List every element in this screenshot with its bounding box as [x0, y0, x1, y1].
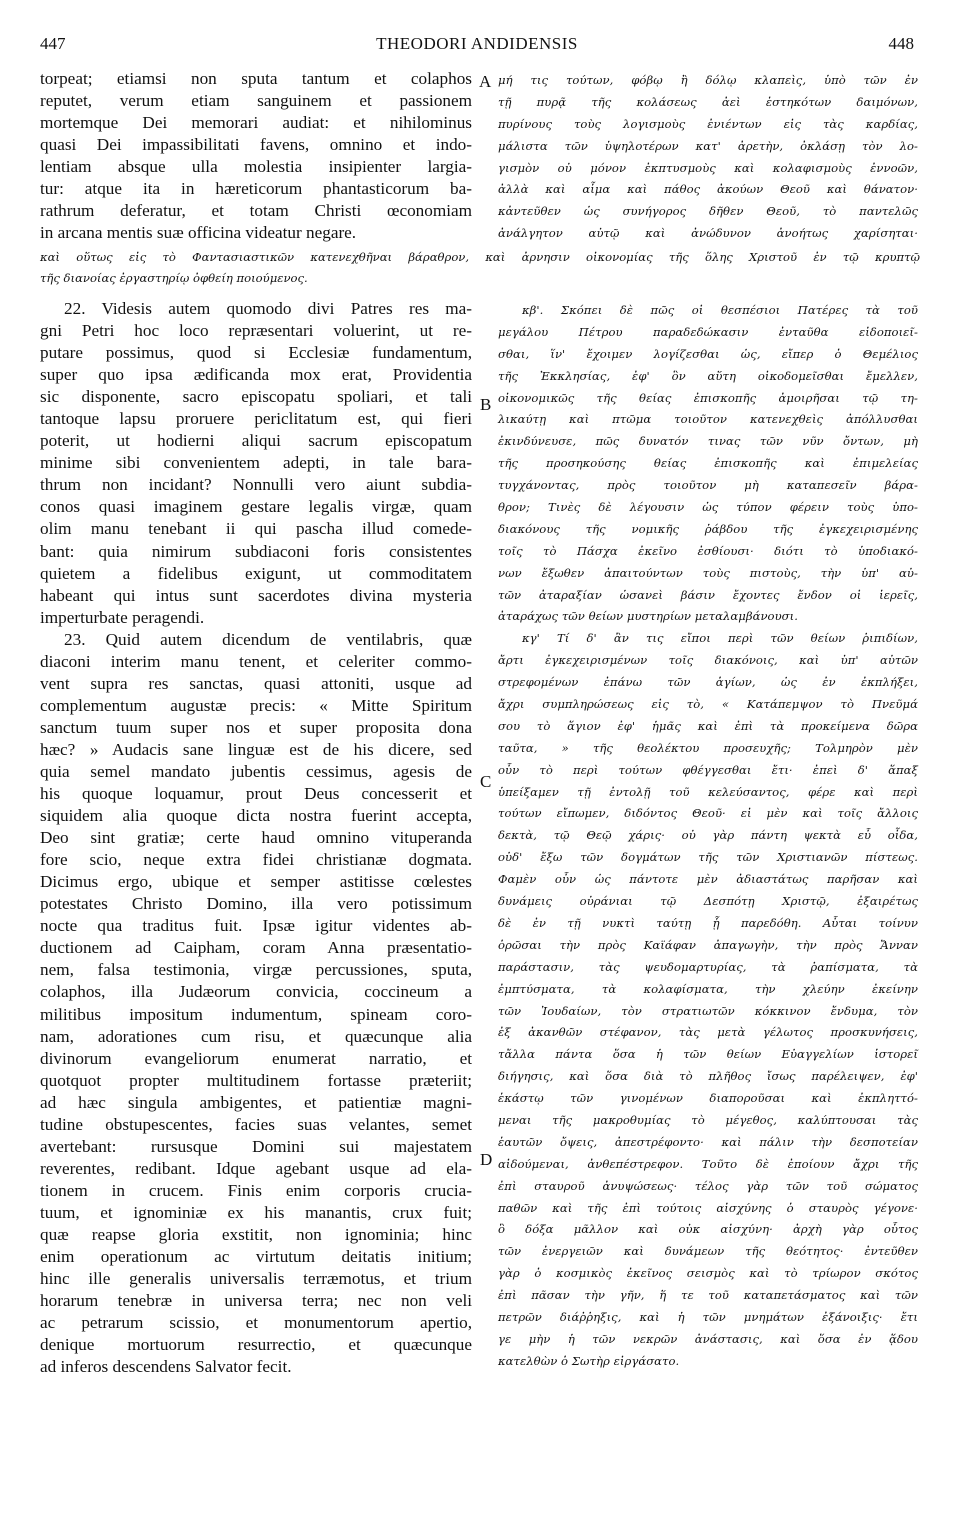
latin-text-line: tudine obstupescentes, facies suas velantes, semet	[40, 1114, 472, 1134]
latin-text-line: nocte qua traditus fuit. Ipsæ igitur videntes ab-	[40, 916, 472, 936]
greek-text-line: ἐκινδύνευσε, πῶς δυνατόν τινας τῶν νῦν ὄντων, μὴ	[498, 434, 918, 449]
latin-text-line: diaconi interim manu tenent, et celeriter commo-	[40, 651, 472, 671]
latin-column-main	[40, 298, 472, 1378]
latin-text-line: Dicimus ergo, ubique et semper astitisse cœlestes	[40, 872, 472, 892]
latin-text-line: denique mortuorum resurrectio, et quæcunque	[40, 1335, 472, 1355]
margin-letter-c: C	[480, 772, 492, 791]
margin-letter-a: A	[479, 72, 492, 91]
greek-text-line: τυγχάνοντας, πρὸς τοιοῦτον μὴ καταπεσεῖν βάρα-	[498, 478, 918, 493]
latin-text-line: minime sibi convenientem adepti, in tale bara-	[40, 453, 472, 473]
greek-text-line: ἐμπτύσματα, τὰ κολαφίσματα, τὴν χλεύην ἐκείνην	[498, 981, 918, 996]
latin-text-line: potestates Christo Domino, illa vero potissimum	[40, 894, 472, 914]
latin-text-line: Deo sint gratiæ; certe haud omnino vituperanda	[40, 828, 472, 848]
greek-text-line: κατελθὼν ὁ Σωτὴρ εἰργάσατο.	[498, 1353, 680, 1368]
latin-text-line: avertebant: rursusque Domini sui majestatem	[40, 1136, 472, 1156]
latin-text-line: sic disponente, sacro episcopatu spoliari, et tali	[40, 387, 472, 407]
greek-text-line: ὑπείξαμεν τῇ ἐντολῇ τοῦ κελεύσαντος, φέρε καὶ περὶ	[498, 784, 918, 799]
latin-text-line: tionem in crucem. Finis enim corporis crucia-	[40, 1180, 472, 1200]
latin-column-top	[40, 68, 472, 244]
greek-column-top	[498, 70, 918, 245]
greek-text-line: πυρίνους τοὺς λογισμοὺς ἐνιέντων εἰς τὰς καρδίας,	[498, 116, 918, 131]
greek-text-line: τῆς Ἐκκλησίας, ἐφ' ὃν αὕτη οἰκοδομεῖσθαι ἔμελλεν,	[498, 368, 918, 383]
latin-text-line: imperturbate peragendi.	[40, 607, 205, 627]
greek-text-line: μεναι τῆς μακροθυμίας τὸ μέγεθος, καλύπτουσαι τὰς	[498, 1112, 918, 1127]
latin-text-line: ac petrarum scissio, et monumentorum apertio,	[40, 1313, 472, 1333]
greek-text-line: ἀλλὰ καὶ αἷμα καὶ πάθος ἀκούων Θεοῦ καὶ θάνατον·	[498, 182, 918, 197]
greek-text-line: κἀντεῦθεν ὡς συνήγορος δῆθεν Θεοῦ, τὸ παντελῶς	[498, 204, 918, 219]
running-header	[0, 34, 954, 58]
greek-text-line: τῶν ἐνεργειῶν καὶ δυνάμεων τῆς θεότητος· ἐντεῦθεν	[498, 1244, 918, 1259]
latin-text-line: colaphos, illa Judæorum convicia, coccineum a	[40, 982, 472, 1002]
left-page-number: 447	[40, 34, 66, 53]
latin-text-line: olim manu tenebant ii qui pascha illud comede-	[40, 519, 472, 539]
greek-text-line: μάλιστα τῶν ὑψηλοτέρων κατ' ἀρετὴν, ὀκλάσῃ τὸν λο-	[498, 138, 918, 153]
greek-text-line: διακόνους τῆς νομικῆς ῥάβδου τῆς ἐγκεχειρισμένης	[498, 521, 918, 536]
latin-text-line: quæ reapse gloria exstitit, non ignominia; hinc	[40, 1224, 472, 1244]
latin-text-line: siquidem alia quoque dicta nostra fuerint accepta,	[40, 806, 472, 826]
greek-text-line: παθῶν καὶ τῆς ἐπὶ τούτοις αἰσχύνης ὁ σταυρὸς γέγονε·	[498, 1200, 918, 1215]
greek-text-line: μή τις τούτων, φόβῳ ἢ δόλῳ κλαπεὶς, ὑπὸ τῶν ἐν	[498, 73, 918, 87]
latin-text-line: ductionem ad Caipham, coram Anna præsentatio-	[40, 938, 472, 958]
latin-text-line: nam, adorationes cum risu, et quæcunque alia	[40, 1026, 472, 1046]
greek-text-line: γισμὸν οὐ μόνον ἐκπτυσμοὺς καὶ κολαφισμοὺς ἐννοῶν,	[498, 160, 918, 175]
greek-text-line: τῆς διανοίας ἐργαστηρίῳ ὀφθείη ποιούμενος.	[40, 271, 308, 285]
greek-full-width-passage	[40, 247, 920, 289]
latin-text-line: quia semel mandato jubentis cessimus, agesis de	[40, 761, 472, 781]
greek-text-line: ἀνάλγητον αὐτῷ καὶ ἀνώδυνον ἀνοήτως χαρίσηται·	[498, 226, 918, 241]
latin-text-line: divinorum evangeliorum enumerat narratio, et	[40, 1048, 472, 1068]
greek-text-line: αἰδούμεναι, ἀνθεπέστρεφον. Τοῦτο δὲ ἐποίουν ἄχρι τῆς	[498, 1156, 918, 1171]
latin-text-line: fore scio, neque extra fidei christianæ dogmata.	[40, 850, 472, 870]
latin-text-line: torpeat; etiamsi non sputa tantum et colaphos	[40, 69, 472, 88]
greek-text-line: λικαύτῃ καὶ πτῶμα τοιοῦτον κατενεχθεὶς ἀπόλλυσθαι	[498, 412, 918, 427]
latin-text-line: quasi Dei impassibilitati favens, omnino et indo-	[40, 135, 472, 155]
latin-text-line: reputet, verum etiam sanguinem et passionem	[40, 91, 472, 111]
latin-text-line: super quo ipsa ædificanda mox erat, Providentia	[40, 365, 472, 385]
greek-text-line: στρεφομένων ἐπάνω τῶν ἁγίων, ὡς ἐν ἐκπλήξει,	[498, 675, 918, 690]
greek-text-line: τῶν Ἰουδαίων, τὸν στρατιωτῶν κόκκινον ἔνδυμα, τὸν	[498, 1003, 918, 1018]
greek-text-line: ὃ δόξα μᾶλλον καὶ οὐκ αἰσχύνη· ἀρχὴ γὰρ οὗτος	[498, 1222, 918, 1237]
latin-text-line: gni Petri hoc loco repræsentari voluerint, ut re-	[40, 321, 472, 341]
greek-text-line: θρον; Τινὲς δὲ λέγουσιν ὡς τύπον φέρειν τοὺς ὑπο-	[498, 500, 918, 515]
greek-text-line: ἐπὶ σταυροῦ ἀνυψώσεως· τέλος γὰρ τῶν τοῦ σώματος	[498, 1178, 918, 1193]
latin-text-line: ad hæc singula ambigentes, et patientiæ magni-	[40, 1092, 472, 1112]
greek-text-line: τοῖς τὸ Πάσχα ἐκεῖνο ἐσθίουσι· διότι τὸ ὑποδιακό-	[498, 543, 918, 558]
latin-text-line: putare possimus, quod si Ecclesiæ fundamentum,	[40, 343, 472, 363]
latin-text-line: tuum, et ignominiæ ex his manantis, crux fuit;	[40, 1202, 472, 1222]
greek-text-line: ἑκάστῳ τῶν γινομένων διαποροῦσαι καὶ ἐκπληττό-	[498, 1091, 918, 1106]
greek-text-line: οὐδ' ἔξω τῶν δογμάτων τῆς τῶν Χριστιανῶν πίστεως.	[498, 850, 918, 865]
latin-text-line: habeant qui intus sunt sacerdotes divina mysteria	[40, 585, 472, 605]
greek-text-line: καὶ οὕτως εἰς τὸ Φαντασιαστικῶν κατενεχθῆναι βάραθρον, καὶ ἀρνησιν οἰκονομίας τῆς ὅλης Χριστοῦ ἐν τῷ κρυπτῷ	[40, 250, 920, 264]
greek-text-line: γὰρ ὁ κοσμικὸς ἐκεῖνος σεισμὸς καὶ τὸ τρίωρον σκότος	[498, 1266, 918, 1281]
greek-text-line: πετρῶν διάῤῥηξις, καὶ ἡ τῶν μνημάτων ἐξάνοιξις· ἔτι	[498, 1309, 918, 1324]
greek-text-line: σθαι, ἵν' ἔχοιμεν λογίζεσθαι ὡς, εἴπερ ὁ Θεμέλιος	[498, 346, 918, 361]
latin-text-line: 22. Videsis autem quomodo divi Patres res ma-	[64, 299, 472, 318]
latin-text-line: 23. Quid autem dicendum de ventilabris, quæ	[64, 629, 472, 649]
greek-text-line: τούτων εἴπωμεν, διδόντος Θεοῦ· εἰ μὲν καὶ τοῖς ἄλλοις	[498, 806, 918, 821]
greek-text-line: ἄρτι ἐγκεχειρισμένων τοῖς διακόνοις, καὶ ὑπ' αὐτῶν	[498, 653, 918, 668]
latin-text-line: sanctum tuum super nos et super proposita dona	[40, 717, 472, 737]
greek-text-line: ἐξ ἀκανθῶν στέφανον, τὰς μετὰ γέλωτος προσκυνήσεις,	[498, 1025, 918, 1040]
greek-text-line: ὁρῶσαι τὴν πρὸς Καϊάφαν ἀπαγωγὴν, τὴν πρὸς Ἄνναν	[498, 937, 918, 952]
latin-text-line: bant: quia nimirum subdiaconi foris consistentes	[40, 541, 472, 561]
latin-text-line: hinc ille generalis universalis terræmotus, et trium	[40, 1269, 472, 1289]
greek-text-line: ἑαυτῶν ὄψεις, ἀπεστρέφοντο· καὶ πάλιν τὴν δεσποτείαν	[498, 1134, 918, 1149]
greek-text-line: τἄλλα πάντα ὅσα ἡ τῶν θείων Εὐαγγελίων ἱστορεῖ	[498, 1047, 918, 1062]
latin-text-line: ad inferos descendens Salvator fecit.	[40, 1357, 292, 1377]
greek-text-line: τῶν ἀταραξίαν ὡσανεὶ βάσιν ἔχοντες ἔνδον οἱ ἱερεῖς,	[498, 587, 918, 602]
latin-text-line: tantoque lapsu proruere periclitatum est, qui fieri	[40, 409, 472, 429]
greek-text-line: δυνάμεις οὐράνιαι τῷ Δεσπότῃ Χριστῷ, ἐξαιρέτως	[498, 894, 918, 909]
margin-letter-b: B	[480, 395, 492, 414]
greek-text-line: νων ἔξωθεν ἀπαιτούντων τοὺς πιστοὺς, τὴν ὑπ' αὐ-	[498, 565, 918, 580]
latin-text-line: rathrum deferatur, et totam Christi œconomiam	[40, 201, 472, 221]
greek-text-line: γε μὴν ἡ τῶν νεκρῶν ἀνάστασις, καὶ ὅσα ἐν ᾅδου	[498, 1331, 918, 1346]
latin-text-line: tur: atque ita in hæreticorum phantasticorum ba-	[40, 179, 472, 199]
greek-text-line: παράστασιν, τὰς ψευδομαρτυρίας, τὰ ῥαπίσματα, τὰ	[498, 959, 918, 974]
latin-text-line: quietem a fidelibus exigunt, ut commoditatem	[40, 563, 472, 583]
latin-text-line: complementum augustæ precis: « Mitte Spiritum	[40, 695, 472, 715]
latin-text-line: mortemque Dei memorari audiat: et nihilominus	[40, 113, 472, 133]
greek-text-line: μεγάλου Πέτρου παραδεδώκασιν ἐνταῦθα εἰδοποιεῖ-	[498, 324, 918, 339]
latin-text-line: his quoque loquamur, prout Deus concesserit et	[40, 784, 472, 804]
greek-text-line: οἰκονομικῶς τῆς θείας ἐπισκοπῆς ἀμοιρῆσαι τῷ τη-	[498, 390, 918, 405]
greek-column-main	[498, 300, 918, 1373]
margin-letter-d: D	[480, 1150, 493, 1169]
greek-text-line: ἄχρι συμπληρώσεως εἰς τὸ, « Κατάπεμψον τὸ Πνεῦμά	[498, 697, 918, 712]
latin-text-line: quotquot propter multitudinem fortasse præteriit;	[40, 1070, 472, 1090]
latin-text-line: horarum tenebræ in universa terra; nec non veli	[40, 1291, 472, 1311]
greek-text-line: διήγησις, καὶ ὅσα διὰ τὸ πλῆθος ἴσως παρέλειψεν, ἐφ'	[498, 1069, 918, 1084]
latin-text-line: lentiam absque ulla molestia insipienter largia-	[40, 157, 472, 177]
running-title: THEODORI ANDIDENSIS	[376, 34, 578, 53]
latin-text-line: hæc? » Audacis sane linguæ est de his dicere, sed	[40, 739, 472, 759]
latin-text-line: in arcana mentis suæ officina videatur negare.	[40, 223, 357, 243]
greek-text-line: κγ' Τί δ' ἂν τις εἴποι περὶ τῶν θείων ῥιπιδίων,	[522, 631, 918, 646]
latin-text-line: reverentes, redibant. Idque agebant usque ad ela-	[40, 1158, 472, 1178]
right-page-number: 448	[888, 34, 914, 53]
greek-text-line: δὲ ἐν τῇ νυκτὶ ταύτῃ ᾗ παρεδόθη. Αὗται τοίνυν	[498, 915, 918, 930]
latin-text-line: conos quasi imaginem gestare legalis virgæ, quam	[40, 497, 472, 517]
greek-text-line: τῆς προσηκούσης θείας ἐπισκοπῆς καὶ ἐπιμελείας	[498, 456, 918, 471]
greek-text-line: κβ'. Σκόπει δὲ πῶς οἱ θεσπέσιοι Πατέρες τὰ τοῦ	[522, 303, 918, 317]
greek-text-line: σου τὸ ἅγιον ἐφ' ἡμᾶς καὶ ἐπὶ τὰ προκείμενα δῶρα	[498, 718, 918, 733]
latin-text-line: enim operationum ac virtutum deitatis initium;	[40, 1247, 472, 1267]
greek-text-line: τῇ πυρᾷ τῆς κολάσεως ἀεὶ ἑστηκότων δαιμόνων,	[498, 94, 918, 109]
latin-text-line: vent supra res sanctas, quasi attoniti, usque ad	[40, 673, 472, 693]
greek-text-line: ταῦτα, » τῆς θεολέκτου προσευχῆς; Τολμηρὸν μὲν	[498, 740, 918, 755]
latin-text-line: nem, falsa testimonia, virgæ percussiones, sputa,	[40, 960, 472, 980]
greek-text-line: Φαμὲν οὖν ὡς πάντοτε μὲν ἀδιαστάτως παρῆσαν καὶ	[498, 872, 918, 887]
greek-text-line: δεκτὰ, τῷ Θεῷ χάρις· οὐ γὰρ πάντη ψεκτὰ εὖ οἶδα,	[498, 828, 918, 843]
greek-text-line: ἀταράχως τῶν θείων μυστηρίων μεταλαμβάνουσι.	[498, 609, 798, 624]
latin-text-line: militibus impositum indumentum, spineam coro-	[40, 1004, 472, 1024]
greek-text-line: ἐπὶ πᾶσαν τὴν γῆν, ἥ τε τοῦ καταπετάσματος καὶ τῶν	[498, 1288, 918, 1303]
latin-text-line: thrum non incidant? Nonnulli vero aiunt subdia-	[40, 475, 472, 495]
latin-text-line: poterit, ut hodierni aliqui sacrum episcopatum	[40, 431, 472, 451]
greek-text-line: οὖν τὸ περὶ τούτων φθέγγεσθαι ἔτι· ἐπεὶ δ' ἅπαξ	[498, 762, 918, 777]
